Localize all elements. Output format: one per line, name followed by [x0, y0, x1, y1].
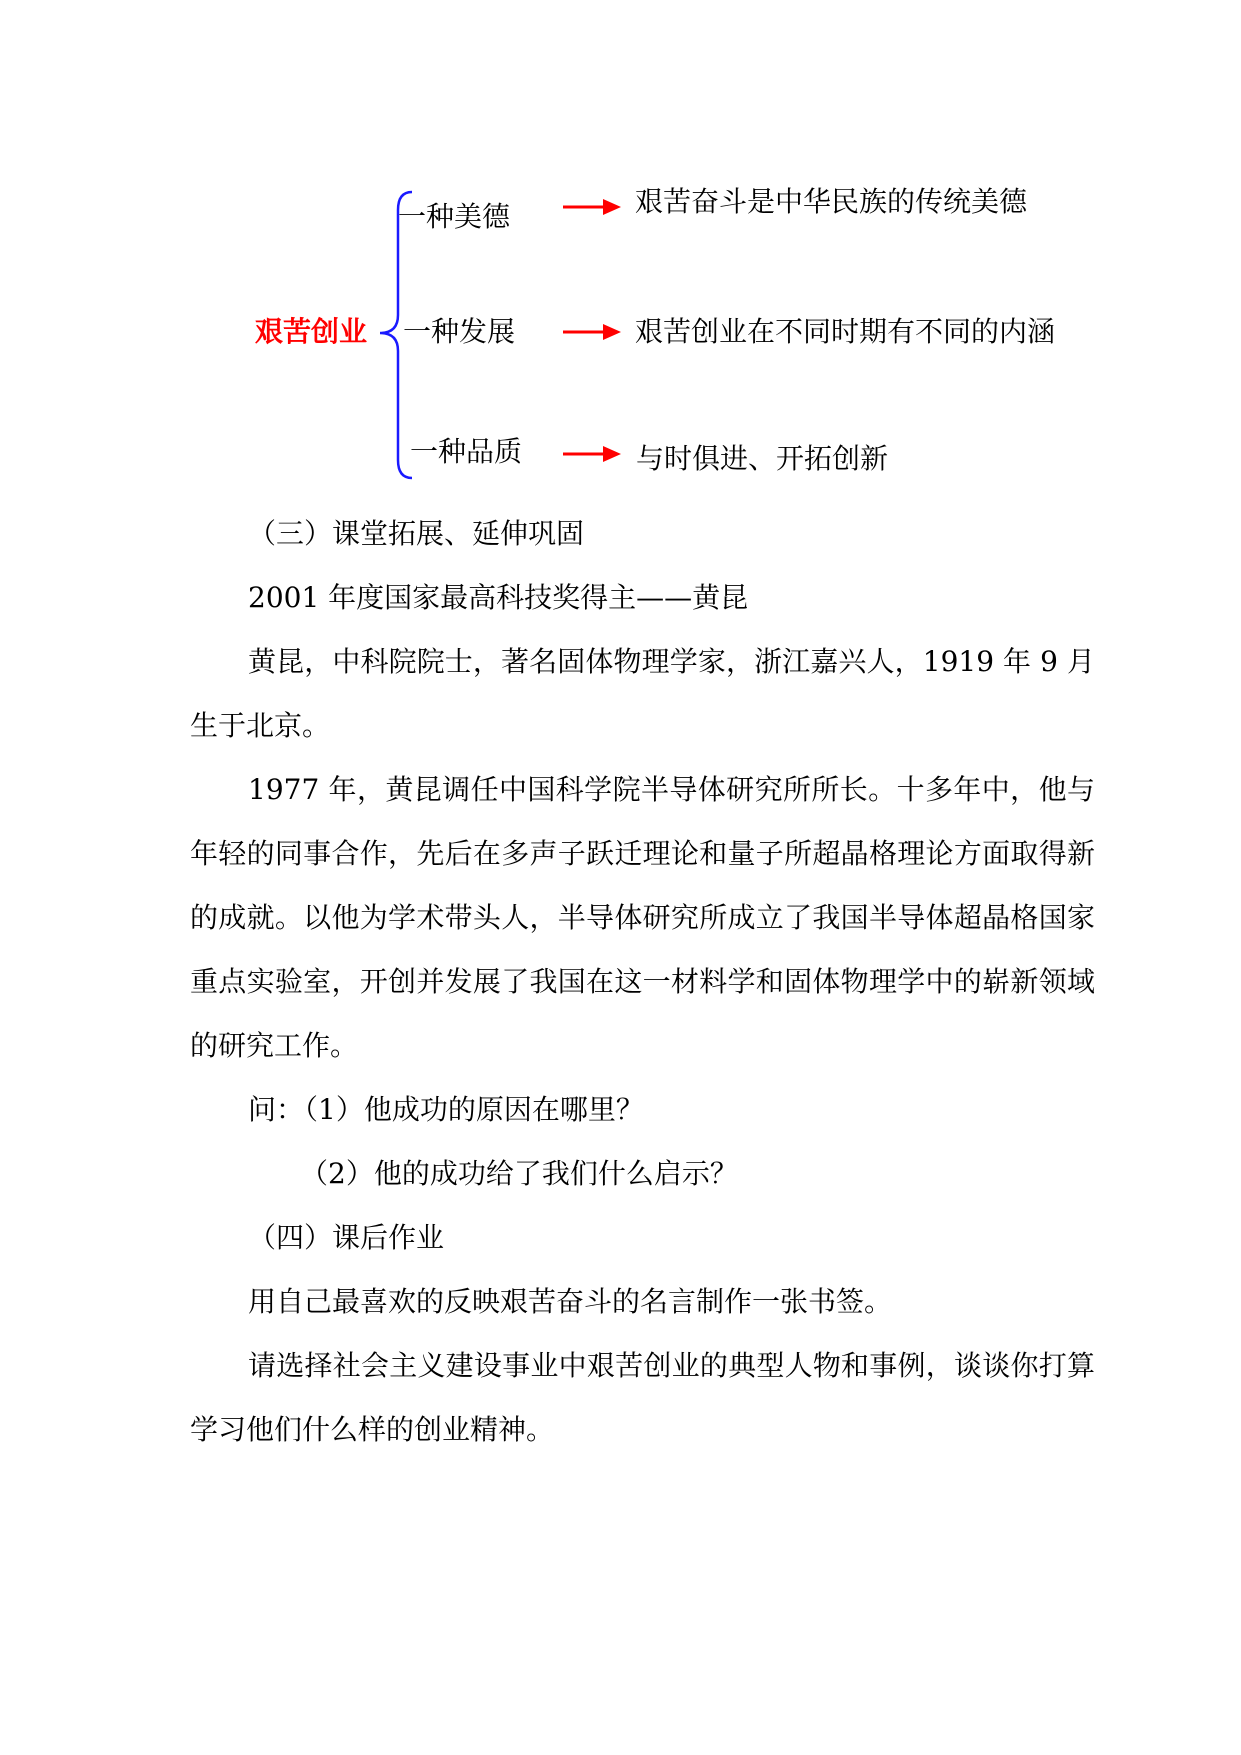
question-1: 问：（1）他成功的原因在哪里？: [248, 1093, 644, 1126]
homework-task-1: 用自己最喜欢的反映艰苦奋斗的名言制作一张书签。: [248, 1285, 893, 1318]
branch-result-virtue: 艰苦奋斗是中华民族的传统美德: [635, 185, 1028, 218]
concept-diagram: [0, 0, 1241, 500]
homework-task-2: 请选择社会主义建设事业中艰苦创业的典型人物和事例，谈谈你打算学习他们什么样的创业精神。: [190, 1349, 1095, 1446]
section3-heading: （三）课堂拓展、延伸巩固: [248, 517, 585, 550]
arrow-1-icon: [563, 199, 621, 215]
branch-result-development: 艰苦创业在不同时期有不同的内涵: [635, 315, 1056, 348]
section4-heading: （四）课后作业: [248, 1221, 445, 1254]
diagram-root-label: 艰苦创业: [255, 315, 368, 348]
branch-label-virtue: 一种美德: [398, 200, 511, 233]
arrow-2-icon: [563, 324, 621, 340]
achievement-paragraph: 1977 年，黄昆调任中国科学院半导体研究所所长。十多年中，他与年轻的同事合作，先后在多声子跃迁理论和量子所超晶格理论方面取得新的成就。以他为学术带头人，半导体研究所成立了我国半导体超晶格国家重点实验室，开创并发展了我国在这一材料学和固体物理学中的崭新领域的研究工作。: [190, 773, 1095, 1062]
branch-label-quality: 一种品质: [410, 435, 523, 468]
biography-paragraph: 黄昆，中科院院士，著名固体物理学家，浙江嘉兴人，1919 年 9 月生于北京。: [190, 645, 1095, 742]
branch-result-quality: 与时俱进、开拓创新: [636, 442, 889, 475]
arrow-3-icon: [563, 446, 621, 462]
branch-label-development: 一种发展: [403, 315, 516, 348]
award-subtitle: 2001 年度国家最高科技奖得主——黄昆: [248, 581, 749, 614]
question-2: （2）他的成功给了我们什么启示？: [300, 1157, 738, 1190]
